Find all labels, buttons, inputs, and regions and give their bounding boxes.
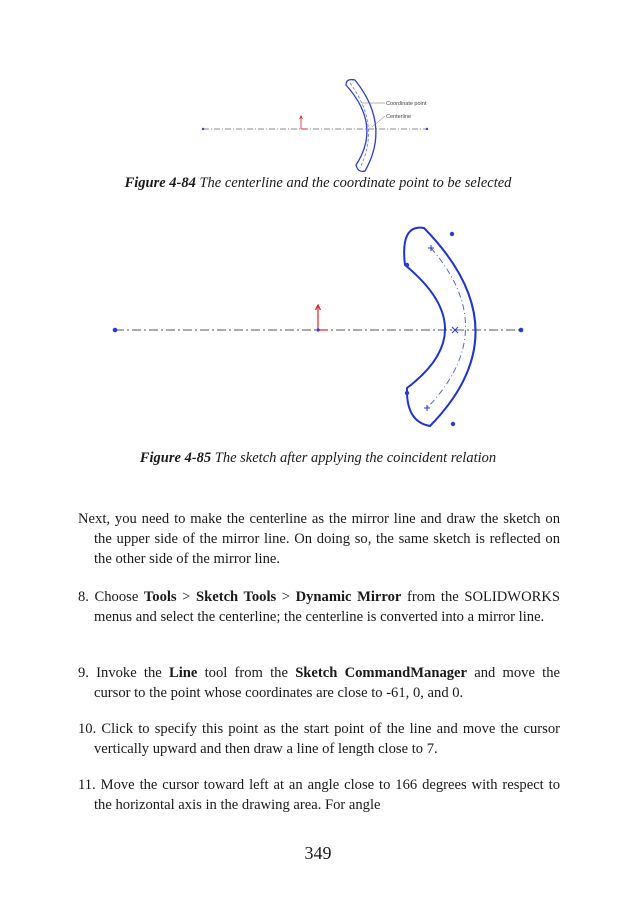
figure-4-85-caption bbox=[0, 450, 636, 467]
intro-paragraph: Next, you need to make the centerline as the mirror line and draw the sketch on the upper side of the mirror line. On doing so, the same sketch is reflected on the other side of the mirror line. bbox=[78, 511, 560, 567]
step-9-mid: tool from the bbox=[197, 665, 296, 681]
line-tool: Line bbox=[168, 665, 198, 681]
figure-caption-text: The sketch after applying the coincident relation bbox=[211, 450, 497, 466]
arc-center-marks bbox=[424, 245, 458, 411]
callout-centerline: Centerline bbox=[386, 114, 412, 120]
callout-coordinate-point: Coordinate point bbox=[386, 101, 427, 107]
page-number: 349 bbox=[304, 843, 332, 863]
menu-separator: > bbox=[176, 589, 196, 605]
slot-arc-centerline bbox=[427, 248, 466, 408]
figure-4-84-image bbox=[195, 72, 455, 177]
step-10-paragraph: 10. Click to specify this point as the start point of the line and move the cursor vertically upward and then draw a line of length close to 7. bbox=[78, 721, 560, 757]
arc-point-top bbox=[450, 232, 454, 236]
menu-dynamic-mirror: Dynamic Mirror bbox=[295, 589, 402, 605]
figure-4-85-image bbox=[105, 218, 535, 443]
origin-marker bbox=[300, 116, 308, 129]
sketch-commandmanager: Sketch CommandManager bbox=[295, 665, 467, 681]
mirror-line-right-endpoint bbox=[519, 328, 524, 333]
step-9-rest: and move the cursor to the point whose coordinates are close to -61, 0, and 0. bbox=[94, 665, 560, 701]
step-8-rest: from the SOLIDWORKS menus and select the centerline; the centerline is converted into a mirror line. bbox=[94, 589, 560, 625]
figure-4-84-caption bbox=[0, 175, 636, 192]
menu-separator: > bbox=[276, 589, 296, 605]
step-9-paragraph bbox=[78, 663, 560, 703]
step-8-paragraph bbox=[78, 587, 560, 627]
step-9-prefix: 9. Invoke the bbox=[78, 665, 169, 681]
arc-point-left-top bbox=[405, 263, 409, 267]
origin-point bbox=[316, 328, 319, 331]
menu-sketch-tools: Sketch Tools bbox=[196, 589, 277, 605]
figure-label: Figure 4-84 bbox=[124, 175, 196, 191]
mirror-line-left-endpoint bbox=[113, 328, 118, 333]
slot-sketch-outline bbox=[404, 228, 475, 426]
centerline-right-endpoint bbox=[426, 128, 428, 130]
step-11-paragraph: 11. Move the cursor toward left at an angle close to 166 degrees with respect to the horizontal axis in the drawing area. For angle bbox=[78, 777, 560, 813]
menu-tools: Tools bbox=[143, 589, 177, 605]
slot-sketch-outline bbox=[346, 80, 376, 172]
figure-caption-text: The centerline and the coordinate point to be selected bbox=[195, 175, 512, 191]
arc-point-left-bottom bbox=[405, 391, 409, 395]
step-8-prefix: 8. Choose bbox=[78, 589, 144, 605]
figure-label: Figure 4-85 bbox=[139, 450, 212, 466]
centerline-left-endpoint bbox=[202, 128, 204, 130]
origin-marker bbox=[316, 305, 329, 330]
arc-point-bottom bbox=[451, 422, 455, 426]
